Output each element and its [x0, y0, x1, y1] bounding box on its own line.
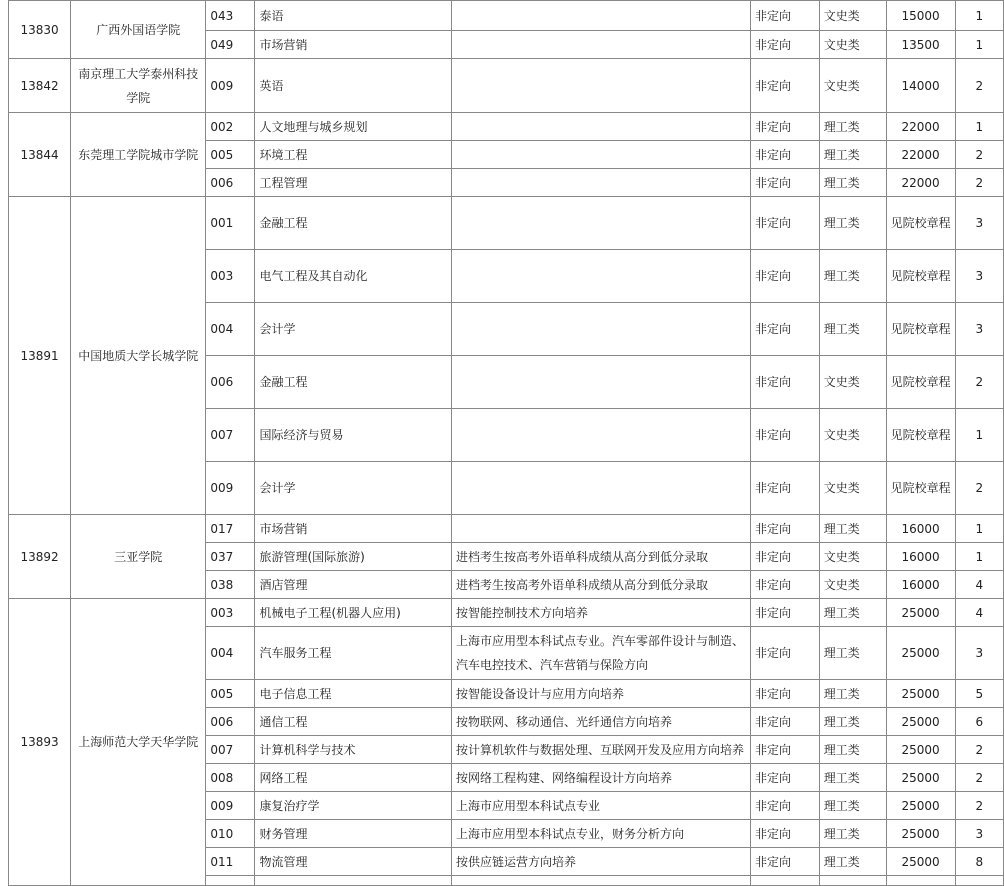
major-code-cell: 006 [206, 708, 255, 736]
major-code-cell: 017 [206, 515, 255, 543]
major-name-cell: 环境工程 [255, 141, 452, 169]
tuition-cell: 见院校章程 [886, 409, 955, 462]
major-name-cell: 汽车服务工程 [255, 627, 452, 680]
major-code-cell: 009 [206, 462, 255, 515]
plan-count-cell: 2 [955, 59, 1003, 113]
major-name-cell: 国际经济与贸易 [255, 409, 452, 462]
school-name-cell: 南京理工大学泰州科技学院 [71, 59, 206, 113]
plan-type-cell: 非定向 [750, 197, 819, 250]
table-row [9, 197, 1004, 250]
plan-type-cell: 非定向 [750, 141, 819, 169]
major-name-cell: 机械电子工程(机器人应用) [255, 599, 452, 627]
tuition-cell: 16000 [886, 543, 955, 571]
plan-type-cell: 非定向 [750, 59, 819, 113]
plan-count-cell: 3 [955, 303, 1003, 356]
major-name-cell: 市场营销 [255, 31, 452, 59]
category-cell: 文史类 [819, 462, 886, 515]
category-cell: 理工类 [819, 141, 886, 169]
tuition-cell: 15000 [886, 1, 955, 31]
plan-type-cell: 非定向 [750, 462, 819, 515]
tuition-cell: 25000 [886, 792, 955, 820]
school-name-cell: 东莞理工学院城市学院 [71, 113, 206, 197]
category-cell: 理工类 [819, 792, 886, 820]
major-code-cell: 005 [206, 680, 255, 708]
table-row [9, 59, 1004, 113]
category-cell: 文史类 [819, 571, 886, 599]
table-body [9, 1, 1004, 886]
tuition-cell: 25000 [886, 736, 955, 764]
note-cell: 上海市应用型本科试点专业，财务分析方向 [452, 820, 751, 848]
plan-count-cell: 3 [955, 250, 1003, 303]
major-code-cell: 008 [206, 764, 255, 792]
category-cell: 理工类 [819, 627, 886, 680]
major-code-cell: 003 [206, 250, 255, 303]
school-code-cell: 13844 [9, 113, 71, 197]
note-cell: 按智能控制技术方向培养 [452, 599, 751, 627]
tuition-cell: 见院校章程 [886, 356, 955, 409]
note-cell: 进档考生按高考外语单科成绩从高分到低分录取 [452, 543, 751, 571]
plan-count-cell: 6 [955, 708, 1003, 736]
school-code-cell: 13893 [9, 599, 71, 886]
tuition-cell: 25000 [886, 680, 955, 708]
plan-type-cell: 非定向 [750, 599, 819, 627]
plan-type-cell: 非定向 [750, 515, 819, 543]
major-name-cell: 泰语 [255, 1, 452, 31]
category-cell: 理工类 [819, 848, 886, 876]
category-cell: 理工类 [819, 197, 886, 250]
major-name-cell: 电子信息工程 [255, 680, 452, 708]
school-code-cell: 13892 [9, 515, 71, 599]
note-cell [452, 356, 751, 409]
plan-type-cell: 非定向 [750, 820, 819, 848]
plan-count-cell: 2 [955, 141, 1003, 169]
note-cell [452, 197, 751, 250]
tuition-cell: 22000 [886, 113, 955, 141]
note-cell: 上海市应用型本科试点专业 [452, 792, 751, 820]
category-cell: 理工类 [819, 736, 886, 764]
category-cell: 理工类 [819, 250, 886, 303]
major-name-cell: 旅游管理(国际旅游) [255, 543, 452, 571]
category-cell: 文史类 [819, 543, 886, 571]
major-name-cell: 金融工程 [255, 356, 452, 409]
note-cell [452, 250, 751, 303]
major-code-cell: 007 [206, 736, 255, 764]
plan-type-cell: 非定向 [750, 736, 819, 764]
major-code-cell: 002 [206, 113, 255, 141]
category-cell: 理工类 [819, 820, 886, 848]
major-name-cell: 物流管理 [255, 848, 452, 876]
major-code-cell: 004 [206, 303, 255, 356]
major-name-cell: 市场营销 [255, 515, 452, 543]
note-cell [452, 169, 751, 197]
tuition-cell: 22000 [886, 141, 955, 169]
table-row [9, 113, 1004, 141]
plan-count-cell: 1 [955, 31, 1003, 59]
note-cell [452, 59, 751, 113]
plan-count-cell: 3 [955, 820, 1003, 848]
note-cell: 按物联网、移动通信、光纤通信方向培养 [452, 708, 751, 736]
note-cell: 按供应链运营方向培养 [452, 848, 751, 876]
school-code-cell: 13891 [9, 197, 71, 515]
major-code-cell: 003 [206, 599, 255, 627]
plan-count-cell: 3 [955, 627, 1003, 680]
note-cell: 上海市应用型本科试点专业。汽车零部件设计与制造、汽车电控技术、汽车营销与保险方向 [452, 627, 751, 680]
tuition-cell: 16000 [886, 515, 955, 543]
major-name-cell: 电气工程及其自动化 [255, 250, 452, 303]
tuition-cell: 见院校章程 [886, 250, 955, 303]
category-cell: 理工类 [819, 599, 886, 627]
category-cell: 理工类 [819, 169, 886, 197]
category-cell: 文史类 [819, 31, 886, 59]
tuition-cell: 13500 [886, 31, 955, 59]
note-cell [452, 409, 751, 462]
category-cell: 理工类 [819, 708, 886, 736]
tuition-cell: 14000 [886, 59, 955, 113]
major-name-cell: 英语 [255, 59, 452, 113]
major-code-cell: 038 [206, 571, 255, 599]
school-name-cell: 广西外国语学院 [71, 1, 206, 59]
major-name-cell: 通信工程 [255, 708, 452, 736]
plan-type-cell: 非定向 [750, 113, 819, 141]
major-name-cell: 金融工程 [255, 197, 452, 250]
category-cell: 理工类 [819, 680, 886, 708]
plan-count-cell: 5 [955, 680, 1003, 708]
tuition-cell: 25000 [886, 820, 955, 848]
plan-count-cell: 4 [955, 599, 1003, 627]
category-cell: 文史类 [819, 59, 886, 113]
school-code-cell: 13830 [9, 1, 71, 59]
major-code-cell: 010 [206, 820, 255, 848]
major-code-cell: 004 [206, 627, 255, 680]
tuition-cell: 见院校章程 [886, 462, 955, 515]
plan-count-cell: 2 [955, 736, 1003, 764]
plan-type-cell: 非定向 [750, 764, 819, 792]
major-code-cell: 037 [206, 543, 255, 571]
note-cell [452, 113, 751, 141]
plan-count-cell: 2 [955, 169, 1003, 197]
plan-type-cell: 非定向 [750, 708, 819, 736]
plan-count-cell: 2 [955, 356, 1003, 409]
plan-type-cell: 非定向 [750, 680, 819, 708]
table-row [9, 599, 1004, 627]
school-name-cell: 上海师范大学天华学院 [71, 599, 206, 886]
major-code-cell: 006 [206, 356, 255, 409]
tuition-cell: 16000 [886, 571, 955, 599]
plan-type-cell: 非定向 [750, 409, 819, 462]
plan-type-cell: 非定向 [750, 543, 819, 571]
major-name-cell: 计算机科学与技术 [255, 736, 452, 764]
plan-count-cell: 2 [955, 764, 1003, 792]
note-cell [452, 515, 751, 543]
note-cell [452, 303, 751, 356]
plan-type-cell: 非定向 [750, 31, 819, 59]
tuition-cell: 25000 [886, 764, 955, 792]
plan-type-cell: 非定向 [750, 848, 819, 876]
note-cell [452, 141, 751, 169]
plan-count-cell: 1 [955, 543, 1003, 571]
plan-count-cell: 4 [955, 571, 1003, 599]
plan-count-cell: 3 [955, 197, 1003, 250]
plan-type-cell: 非定向 [750, 250, 819, 303]
major-code-cell: 005 [206, 141, 255, 169]
plan-count-cell: 2 [955, 462, 1003, 515]
admission-plan-table [8, 0, 1004, 886]
major-code-cell: 009 [206, 59, 255, 113]
plan-count-cell: 1 [955, 113, 1003, 141]
tuition-cell: 22000 [886, 169, 955, 197]
plan-count-cell: 8 [955, 848, 1003, 876]
major-name-cell: 会计学 [255, 462, 452, 515]
table-row [9, 515, 1004, 543]
note-cell [452, 462, 751, 515]
major-name-cell: 财务管理 [255, 820, 452, 848]
tuition-cell: 见院校章程 [886, 303, 955, 356]
tuition-cell: 25000 [886, 708, 955, 736]
table-row [9, 1, 1004, 31]
note-cell: 按网络工程构建、网络编程设计方向培养 [452, 764, 751, 792]
major-name-cell: 人文地理与城乡规划 [255, 113, 452, 141]
plan-type-cell: 非定向 [750, 303, 819, 356]
note-cell [452, 1, 751, 31]
plan-type-cell: 非定向 [750, 571, 819, 599]
category-cell: 理工类 [819, 515, 886, 543]
category-cell: 理工类 [819, 303, 886, 356]
note-cell: 按计算机软件与数据处理、互联网开发及应用方向培养 [452, 736, 751, 764]
category-cell: 文史类 [819, 1, 886, 31]
note-cell [452, 31, 751, 59]
plan-type-cell: 非定向 [750, 792, 819, 820]
major-name-cell: 网络工程 [255, 764, 452, 792]
school-name-cell: 中国地质大学长城学院 [71, 197, 206, 515]
major-code-cell: 009 [206, 792, 255, 820]
major-code-cell: 001 [206, 197, 255, 250]
plan-count-cell: 1 [955, 1, 1003, 31]
tuition-cell: 25000 [886, 627, 955, 680]
major-name-cell: 康复治疗学 [255, 792, 452, 820]
category-cell: 文史类 [819, 409, 886, 462]
tuition-cell: 25000 [886, 848, 955, 876]
plan-count-cell: 1 [955, 409, 1003, 462]
school-code-cell: 13842 [9, 59, 71, 113]
plan-type-cell: 非定向 [750, 627, 819, 680]
tuition-cell: 见院校章程 [886, 197, 955, 250]
plan-type-cell: 非定向 [750, 169, 819, 197]
plan-type-cell: 非定向 [750, 356, 819, 409]
note-cell: 按智能设备设计与应用方向培养 [452, 680, 751, 708]
major-code-cell: 043 [206, 1, 255, 31]
major-code-cell: 011 [206, 848, 255, 876]
category-cell: 理工类 [819, 764, 886, 792]
major-name-cell: 酒店管理 [255, 571, 452, 599]
category-cell: 文史类 [819, 356, 886, 409]
major-name-cell: 工程管理 [255, 169, 452, 197]
note-cell: 进档考生按高考外语单科成绩从高分到低分录取 [452, 571, 751, 599]
major-code-cell: 006 [206, 169, 255, 197]
major-code-cell: 007 [206, 409, 255, 462]
plan-count-cell: 1 [955, 515, 1003, 543]
plan-type-cell: 非定向 [750, 1, 819, 31]
category-cell: 理工类 [819, 113, 886, 141]
plan-count-cell: 2 [955, 792, 1003, 820]
school-name-cell: 三亚学院 [71, 515, 206, 599]
tuition-cell: 25000 [886, 599, 955, 627]
major-name-cell: 会计学 [255, 303, 452, 356]
major-code-cell: 049 [206, 31, 255, 59]
